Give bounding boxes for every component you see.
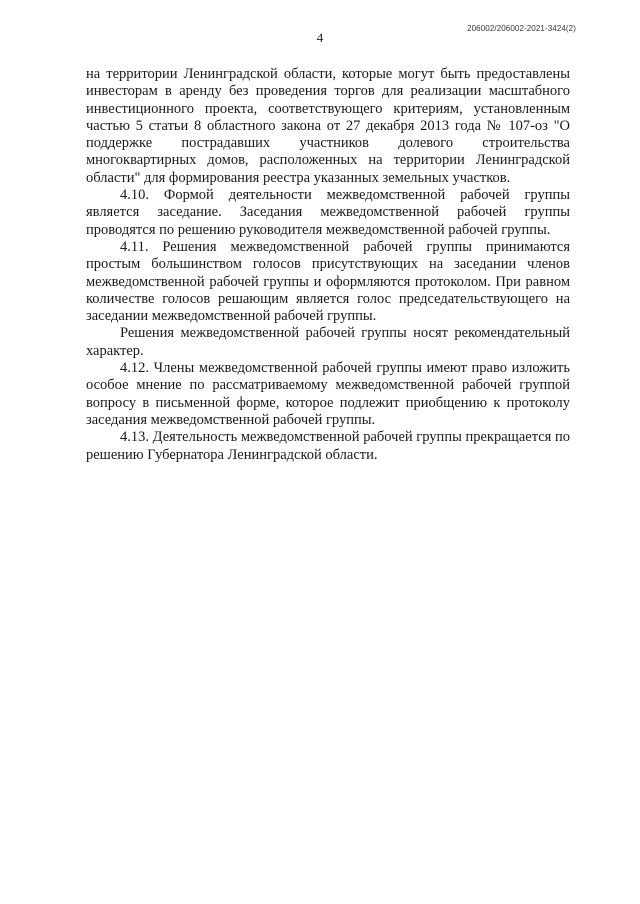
- paragraph-4-10: 4.10. Формой деятельности межведомственной рабочей группы является заседание. Заседания межведомственной рабочей группы проводятся по решению руководителя межведомственной рабочей группы.: [86, 187, 570, 238]
- document-id: 206002/206002-2021-3424(2): [467, 24, 576, 33]
- paragraph-4-11: 4.11. Решения межведомственной рабочей группы принимаются простым большинством голосов присутствующих на заседании членов межведомственной рабочей группы и оформляются протоколом. При равном количестве голосов решающим является голос председательствующего на заседании межведомственной рабочей группы.: [86, 238, 570, 325]
- paragraph-continuation: на территории Ленинградской области, которые могут быть предоставлены инвесторам в аренду без проведения торгов для реализации масштабного инвестиционного проекта, соответствующего критериям, установленным частью 5 статьи 8 областного закона от 27 декабря 2013 года № 107-оз "О поддержке пострадавших участников долевого строительства многоквартирных домов, расположенных на территории Ленинградской области" для формирования реестра указанных земельных участков.: [86, 66, 570, 186]
- paragraph-4-13: 4.13. Деятельность межведомственной рабочей группы прекращается по решению Губернатора Ленинградской области.: [86, 429, 570, 463]
- document-body: [86, 66, 570, 464]
- paragraph-recommendation: Решения межведомственной рабочей группы носят рекомендательный характер.: [86, 325, 570, 359]
- page-number: 4: [316, 30, 324, 45]
- paragraph-4-12: 4.12. Члены межведомственной рабочей группы имеют право изложить особое мнение по рассматриваемому межведомственной рабочей группой вопросу в письменной форме, которое подлежит приобщению к протоколу заседания межведомственной рабочей группы.: [86, 360, 570, 428]
